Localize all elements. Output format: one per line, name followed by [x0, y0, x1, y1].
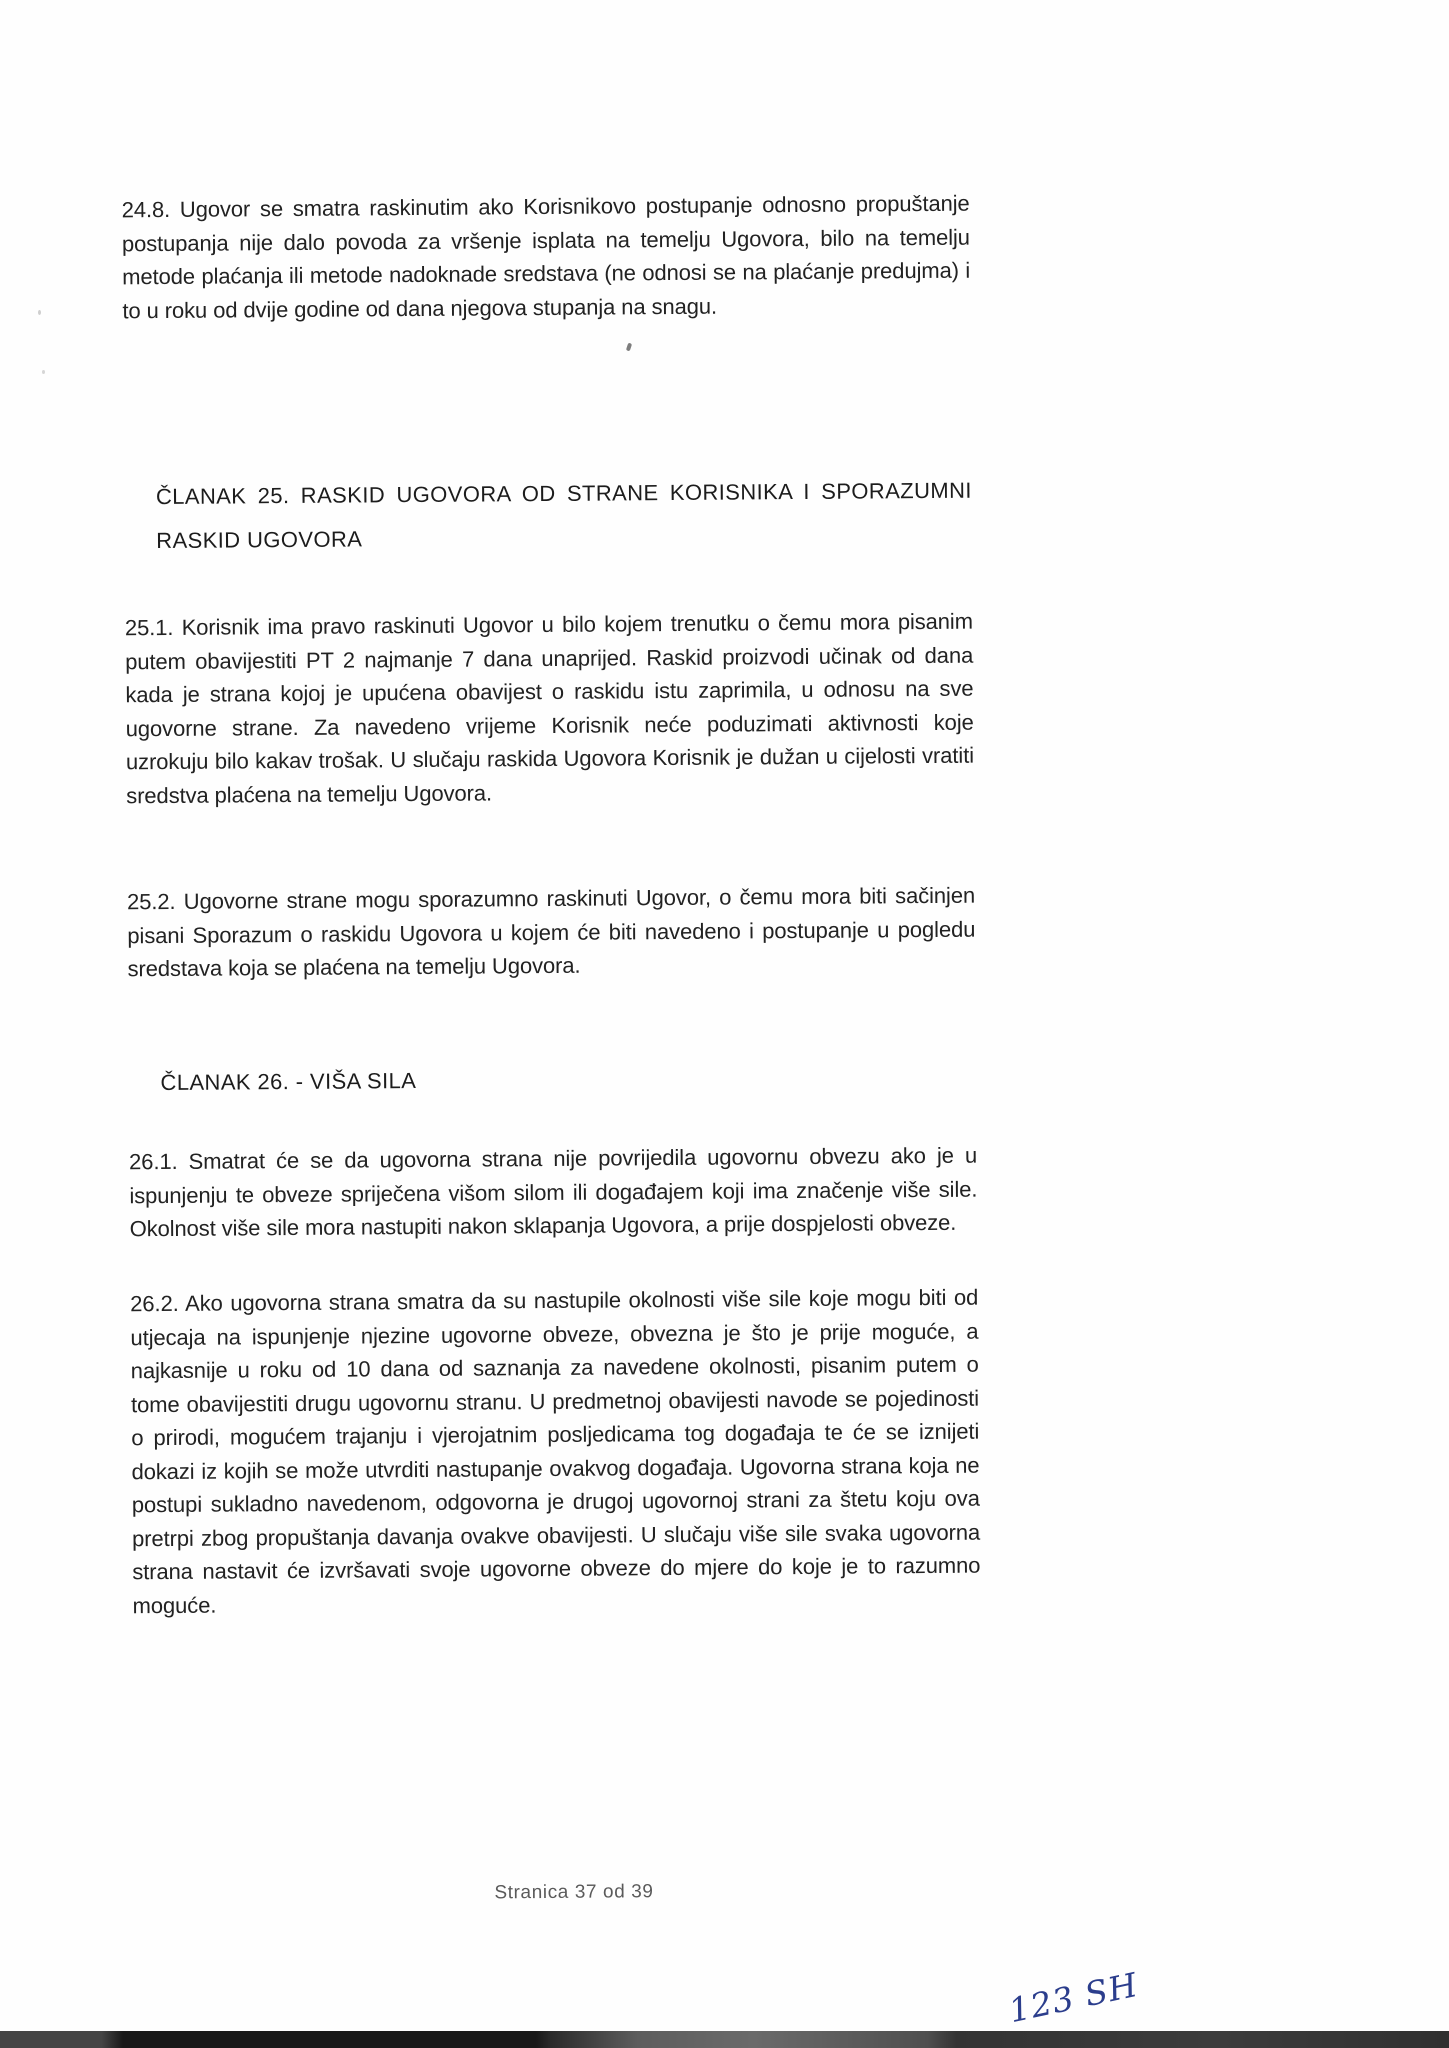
- page-number-footer: Stranica 37 od 39: [494, 1881, 654, 1904]
- paragraph-26-1: 26.1. Smatrat će se da ugovorna strana nije povrijedila ugovornu obvezu ako je u ispunjenju te obveze spriječena višom silom ili događajem koji ima značenje više sile. Okolnost više sile mora nastupiti nakon sklapanja Ugovora, a prije dospjelosti obveze.: [129, 1142, 978, 1242]
- scan-margin-speck: [42, 370, 45, 374]
- handwritten-initials-mark: 123 SH: [1005, 1964, 1142, 2031]
- heading-clanak-25: ČLANAK 25. RASKID UGOVORA OD STRANE KORISNIKA I SPORAZUMNI RASKID UGOVORA: [155, 477, 972, 554]
- paragraph-26-2: 26.2. Ako ugovorna strana smatra da su nastupile okolnosti više sile koje mogu biti od utjecaja na ispunjenje njezine ugovorne obveze, obvezna je što je prije moguće, a najkasnije u roku od 10 dana od saznanja za navedene okolnosti, pisanim putem o tome obavijestiti drugu ugovornu stranu. U predmetnoj obavijesti navode se pojedinosti o prirodi, mogućem trajanju i vjerojatnim posljedicama tog događaja te će se iznijeti dokazi iz kojih se može utvrditi nastupanje ovakvog događaja. Ugovorna strana koja ne postupi sukladno navedenom, odgovorna je drugoj ugovornoj strani za štetu koju ova pretrpi zbog propuštanja davanja ovakve obavijesti. U slučaju više sile svaka ugovorna strana nastavit će izvršavati svoje ugovorne obveze do mjere do koje je to razumno moguće.: [130, 1284, 981, 1618]
- paragraph-24-8: 24.8. Ugovor se smatra raskinutim ako Korisnikovo postupanje odnosno propuštanje postupanja nije dalo povoda za vršenje isplata na temelju Ugovora, bilo na temelju metode plaćanja ili metode nadoknade sredstava (ne odnosi se na plaćanje predujma) i to u roku od dvije godine od dana njegova stupanja na snagu.: [121, 190, 971, 323]
- document-text-column: [120, 0, 981, 1618]
- paragraph-25-2: 25.2. Ugovorne strane mogu sporazumno raskinuti Ugovor, o čemu mora biti sačinjen pisani Sporazum o raskidu Ugovora u kojem će biti navedeno i postupanje u pogledu sredstava koja se plaćena na temelju Ugovora.: [126, 882, 976, 982]
- scan-margin-speck: [38, 310, 41, 315]
- scan-ink-speck: [626, 343, 632, 352]
- heading-clanak-26: ČLANAK 26. - VIŠA SILA: [160, 1068, 417, 1096]
- paragraph-25-1: 25.1. Korisnik ima pravo raskinuti Ugovor u bilo kojem trenutku o čemu mora pisanim putem obavijestiti PT 2 najmanje 7 dana unaprijed. Raskid proizvodi učinak od dana kada je strana kojoj je upućena obavijest o raskidu istu zaprimila, u odnosu na sve ugovorne strane. Za navedeno vrijeme Korisnik neće poduzimati aktivnosti koje uzrokuju bilo kakav trošak. U slučaju raskida Ugovora Korisnik je dužan u cijelosti vratiti sredstva plaćena na temelju Ugovora.: [124, 608, 975, 808]
- scanner-edge-strip: [0, 2031, 1449, 2048]
